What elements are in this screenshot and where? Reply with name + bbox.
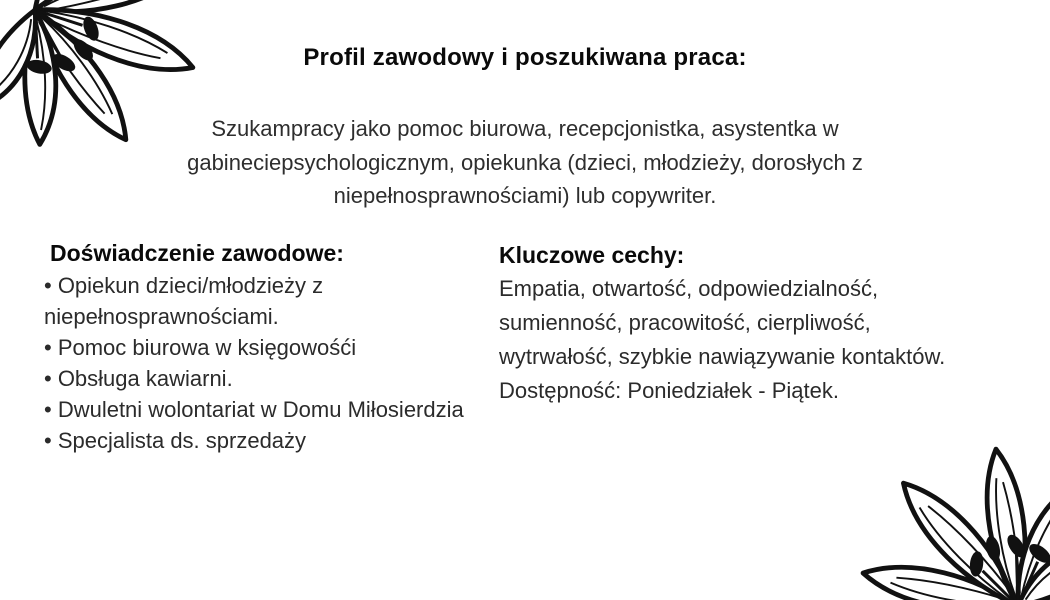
experience-item: • Pomoc biurowa w księgowośći xyxy=(44,335,357,360)
experience-item: • Opiekun dzieci/młodzieży z niepełnosprawnościami. xyxy=(44,273,324,329)
experience-item: • Specjalista ds. sprzedaży xyxy=(44,428,307,453)
experience-heading: Doświadczenie zawodowe: xyxy=(50,240,344,266)
experience-item: • Dwuletni wolontariat w Domu Miłosierdzia xyxy=(44,397,464,422)
availability-text: Dostępność: Poniedziałek - Piątek. xyxy=(499,378,839,403)
traits-heading: Kluczowe cechy: xyxy=(499,242,685,268)
traits-description: Empatia, otwartość, odpowiedzialność, sumienność, pracowitość, cierpliwość, wytrwałość, szybkie nawiązywanie kontaktów. xyxy=(499,276,946,369)
experience-section xyxy=(44,238,482,456)
intro-paragraph: Szukampracy jako pomoc biurowa, recepcjonistka, asystentka w gabineciepsychologicznym, opiekunka (dzieci, młodzieży, dorosłych z niepełnosprawnościami) lub copywriter. xyxy=(187,116,863,208)
flower-illustration-bottom-right xyxy=(838,426,1050,600)
traits-section xyxy=(499,238,961,408)
page-title: Profil zawodowy i poszukiwana praca: xyxy=(303,44,747,71)
experience-list xyxy=(44,270,482,456)
experience-item: • Obsługa kawiarni. xyxy=(44,366,233,391)
